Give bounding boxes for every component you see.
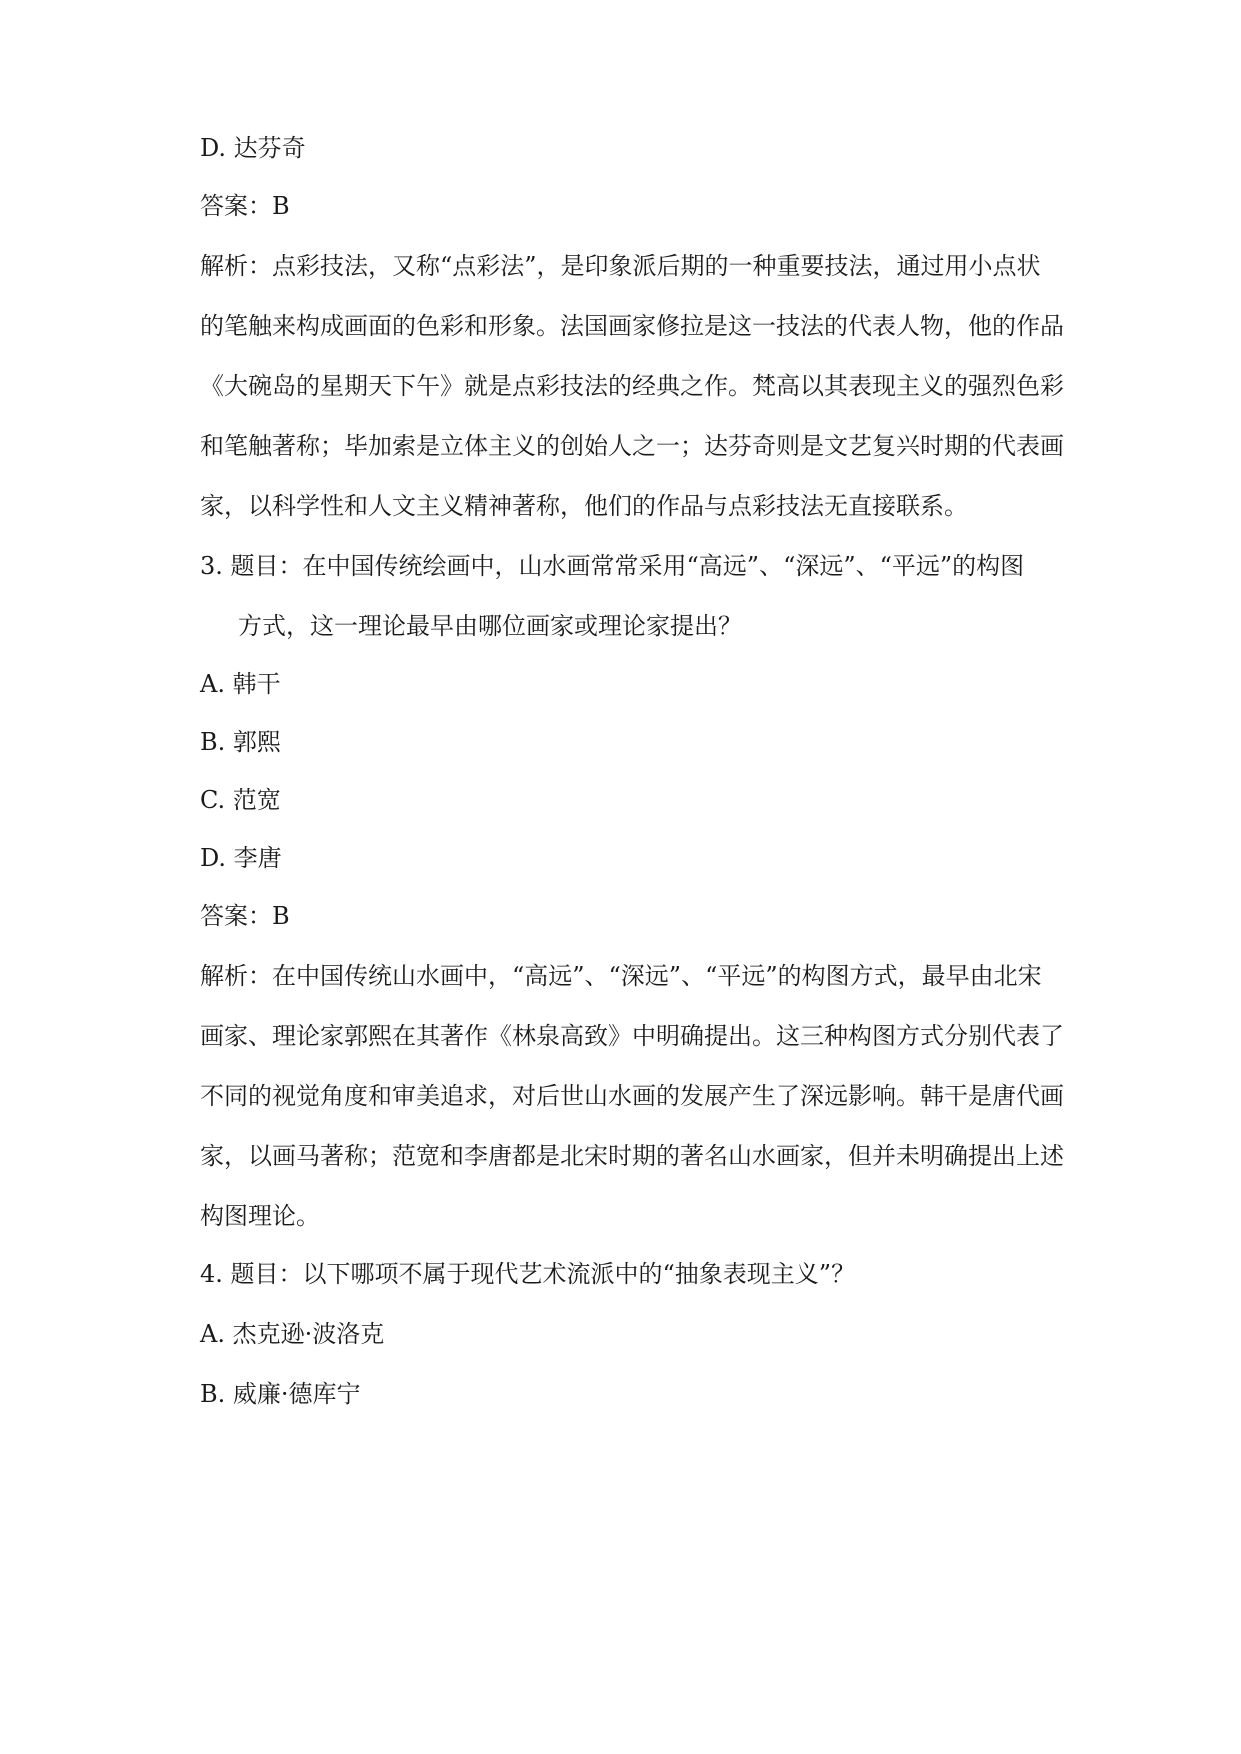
option-b-q4: B. 威廉·德库宁 [200, 1380, 361, 1408]
explanation-q2-line1: 解析：点彩技法，又称“点彩法”，是印象派后期的一种重要技法，通过用小点状 [200, 252, 1041, 280]
option-b-q3: B. 郭熙 [200, 728, 281, 756]
explanation-q2-line3: 《大碗岛的星期天下午》就是点彩技法的经典之作。梵高以其表现主义的强烈色彩 [200, 372, 1064, 400]
option-c-q3: C. 范宽 [200, 786, 281, 814]
answer-q3: 答案：B [200, 902, 290, 930]
option-d-q3: D. 李唐 [200, 844, 282, 872]
question-3-line2: 方式，这一理论最早由哪位画家或理论家提出？ [238, 612, 742, 640]
explanation-q3-line5: 构图理论。 [200, 1202, 320, 1230]
explanation-q2-line5: 家，以科学性和人文主义精神著称，他们的作品与点彩技法无直接联系。 [200, 492, 968, 520]
explanation-q3-line4: 家，以画马著称；范宽和李唐都是北宋时期的著名山水画家，但并未明确提出上述 [200, 1142, 1064, 1170]
option-d-q2: D. 达芬奇 [200, 134, 306, 162]
answer-q2: 答案：B [200, 192, 290, 220]
explanation-q2-line4: 和笔触著称；毕加索是立体主义的创始人之一；达芬奇则是文艺复兴时期的代表画 [200, 432, 1064, 460]
explanation-q3-line2: 画家、理论家郭熙在其著作《林泉高致》中明确提出。这三种构图方式分别代表了 [200, 1022, 1064, 1050]
explanation-q2-line2: 的笔触来构成画面的色彩和形象。法国画家修拉是这一技法的代表人物，他的作品 [200, 312, 1064, 340]
question-4-line1: 4. 题目：以下哪项不属于现代艺术流派中的“抽象表现主义”？ [200, 1260, 856, 1288]
explanation-q3-line1: 解析：在中国传统山水画中，“高远”、“深远”、“平远”的构图方式，最早由北宋 [200, 962, 1042, 990]
explanation-q3-line3: 不同的视觉角度和审美追求，对后世山水画的发展产生了深远影响。韩干是唐代画 [200, 1082, 1064, 1110]
option-a-q4: A. 杰克逊·波洛克 [200, 1320, 385, 1348]
question-3-line1: 3. 题目：在中国传统绘画中，山水画常常采用“高远”、“深远”、“平远”的构图 [200, 552, 1025, 580]
option-a-q3: A. 韩干 [200, 670, 281, 698]
